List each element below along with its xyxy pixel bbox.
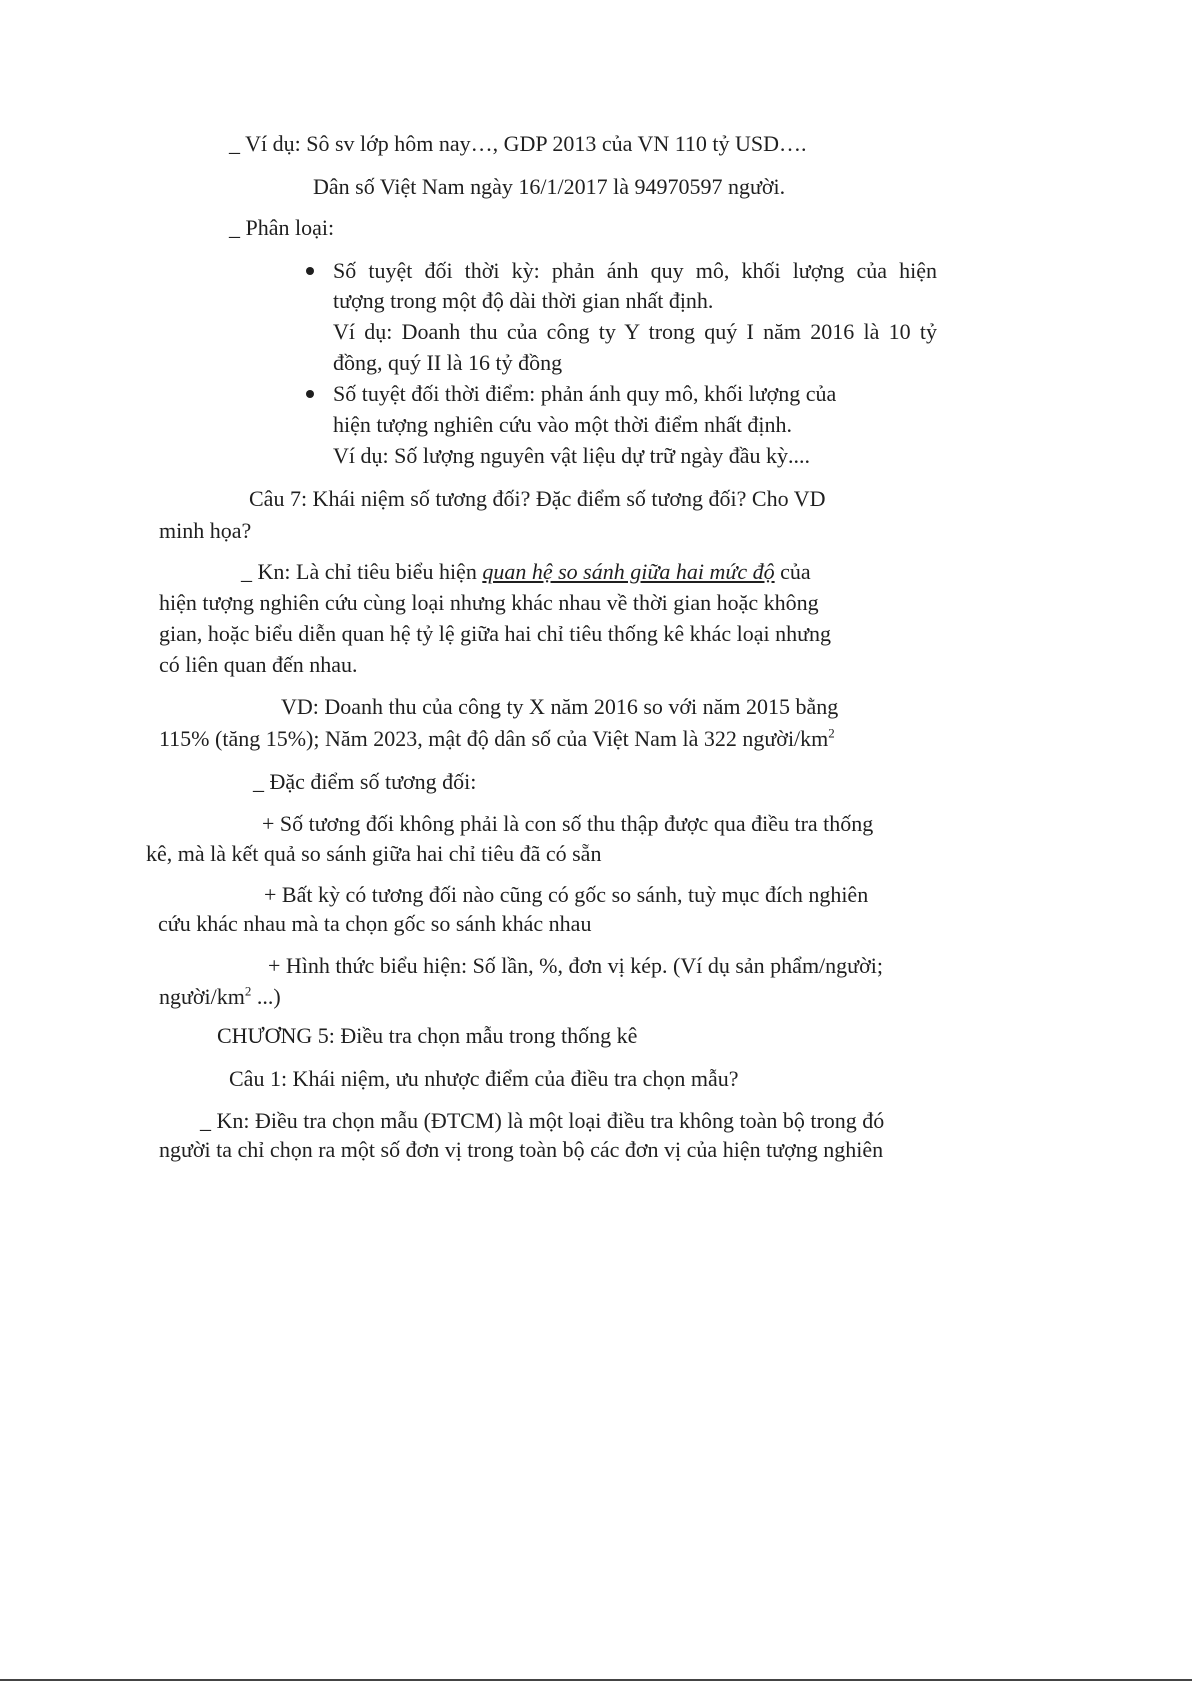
definition-tail: của	[774, 559, 811, 584]
superscript: 2	[244, 983, 252, 999]
question-1: Câu 1: Khái niệm, ưu nhược điểm của điều tra chọn mẫu?	[229, 1066, 739, 1091]
definition-lead: _ Kn: Là chỉ tiêu biểu hiện	[241, 559, 483, 584]
feature-1-line-1: + Số tương đối không phải là con số thu thập được qua điều tra thống	[262, 811, 874, 836]
bullet-icon	[306, 390, 314, 398]
population-line: Dân số Việt Nam ngày 16/1/2017 là 94970597 người.	[313, 174, 786, 199]
chapter-5-heading: CHƯƠNG 5: Điều tra chọn mẫu trong thống kê	[217, 1023, 638, 1048]
underlined-phrase: quan hệ so sánh giữa hai mức độ	[482, 559, 775, 584]
feature-3-line-2	[159, 982, 281, 1012]
sampling-definition-line-1: _ Kn: Điều tra chọn mẫu (ĐTCM) là một loại điều tra không toàn bộ trong đó	[200, 1108, 885, 1133]
example-line: _ Ví dụ: Sô sv lớp hôm nay…, GDP 2013 của VN 110 tỷ USD….	[229, 131, 807, 156]
classification-heading: _ Phân loại:	[229, 215, 335, 240]
vd-line-1: VD: Doanh thu của công ty X năm 2016 so với năm 2015 bằng	[281, 694, 839, 719]
feature-2-line-2: cứu khác nhau mà ta chọn gốc so sánh khác nhau	[158, 911, 592, 936]
sampling-definition-line-2: người ta chỉ chọn ra một số đơn vị trong toàn bộ các đơn vị của hiện tượng nghiên	[159, 1137, 884, 1162]
feature-3-unit: người/km	[159, 984, 245, 1009]
bullet-1-line-2: tượng trong một độ dài thời gian nhất định.	[333, 288, 714, 313]
bullet-2-line-2: hiện tượng nghiên cứu vào một thời điểm nhất định.	[333, 412, 792, 437]
definition-line-4: có liên quan đến nhau.	[159, 652, 358, 677]
definition-line-1	[241, 557, 811, 587]
bottom-divider	[0, 1679, 1192, 1681]
question-7-line-2: minh họa?	[159, 518, 252, 543]
bullet-1-line-1: Số tuyệt đối thời kỳ: phản ánh quy mô, khối lượng của hiện	[333, 258, 937, 283]
bullet-2-line-1: Số tuyệt đối thời điểm: phản ánh quy mô, khối lượng của	[333, 381, 837, 406]
bullet-1-line-3: Ví dụ: Doanh thu của công ty Y trong quý I năm 2016 là 10 tỷ	[333, 319, 937, 344]
question-7-line-1: Câu 7: Khái niệm số tương đối? Đặc điểm số tương đối? Cho VD	[249, 486, 826, 511]
feature-3-tail: ...)	[251, 984, 281, 1009]
superscript: 2	[828, 725, 835, 741]
bullet-2-line-3: Ví dụ: Số lượng nguyên vật liệu dự trữ ngày đầu kỳ....	[333, 443, 810, 468]
feature-3-line-1: + Hình thức biểu hiện: Số lần, %, đơn vị kép. (Ví dụ sản phẩm/người;	[268, 953, 883, 978]
definition-line-3: gian, hoặc biểu diễn quan hệ tỷ lệ giữa hai chỉ tiêu thống kê khác loại nhưng	[159, 621, 832, 646]
bullet-1-line-4: đồng, quý II là 16 tỷ đồng	[333, 350, 563, 375]
vd-line-2-text: 115% (tăng 15%); Năm 2023, mật độ dân số của Việt Nam là 322 người/km	[159, 726, 829, 751]
definition-line-2: hiện tượng nghiên cứu cùng loại nhưng khác nhau về thời gian hoặc không	[159, 590, 819, 615]
feature-2-line-1: + Bất kỳ có tương đối nào cũng có gốc so sánh, tuỳ mục đích nghiên	[264, 882, 869, 907]
vd-line-2	[159, 724, 835, 754]
features-heading: _ Đặc điểm số tương đối:	[253, 769, 477, 794]
bullet-icon	[306, 267, 314, 275]
feature-1-line-2: kê, mà là kết quả so sánh giữa hai chỉ tiêu đã có sẵn	[146, 841, 602, 866]
